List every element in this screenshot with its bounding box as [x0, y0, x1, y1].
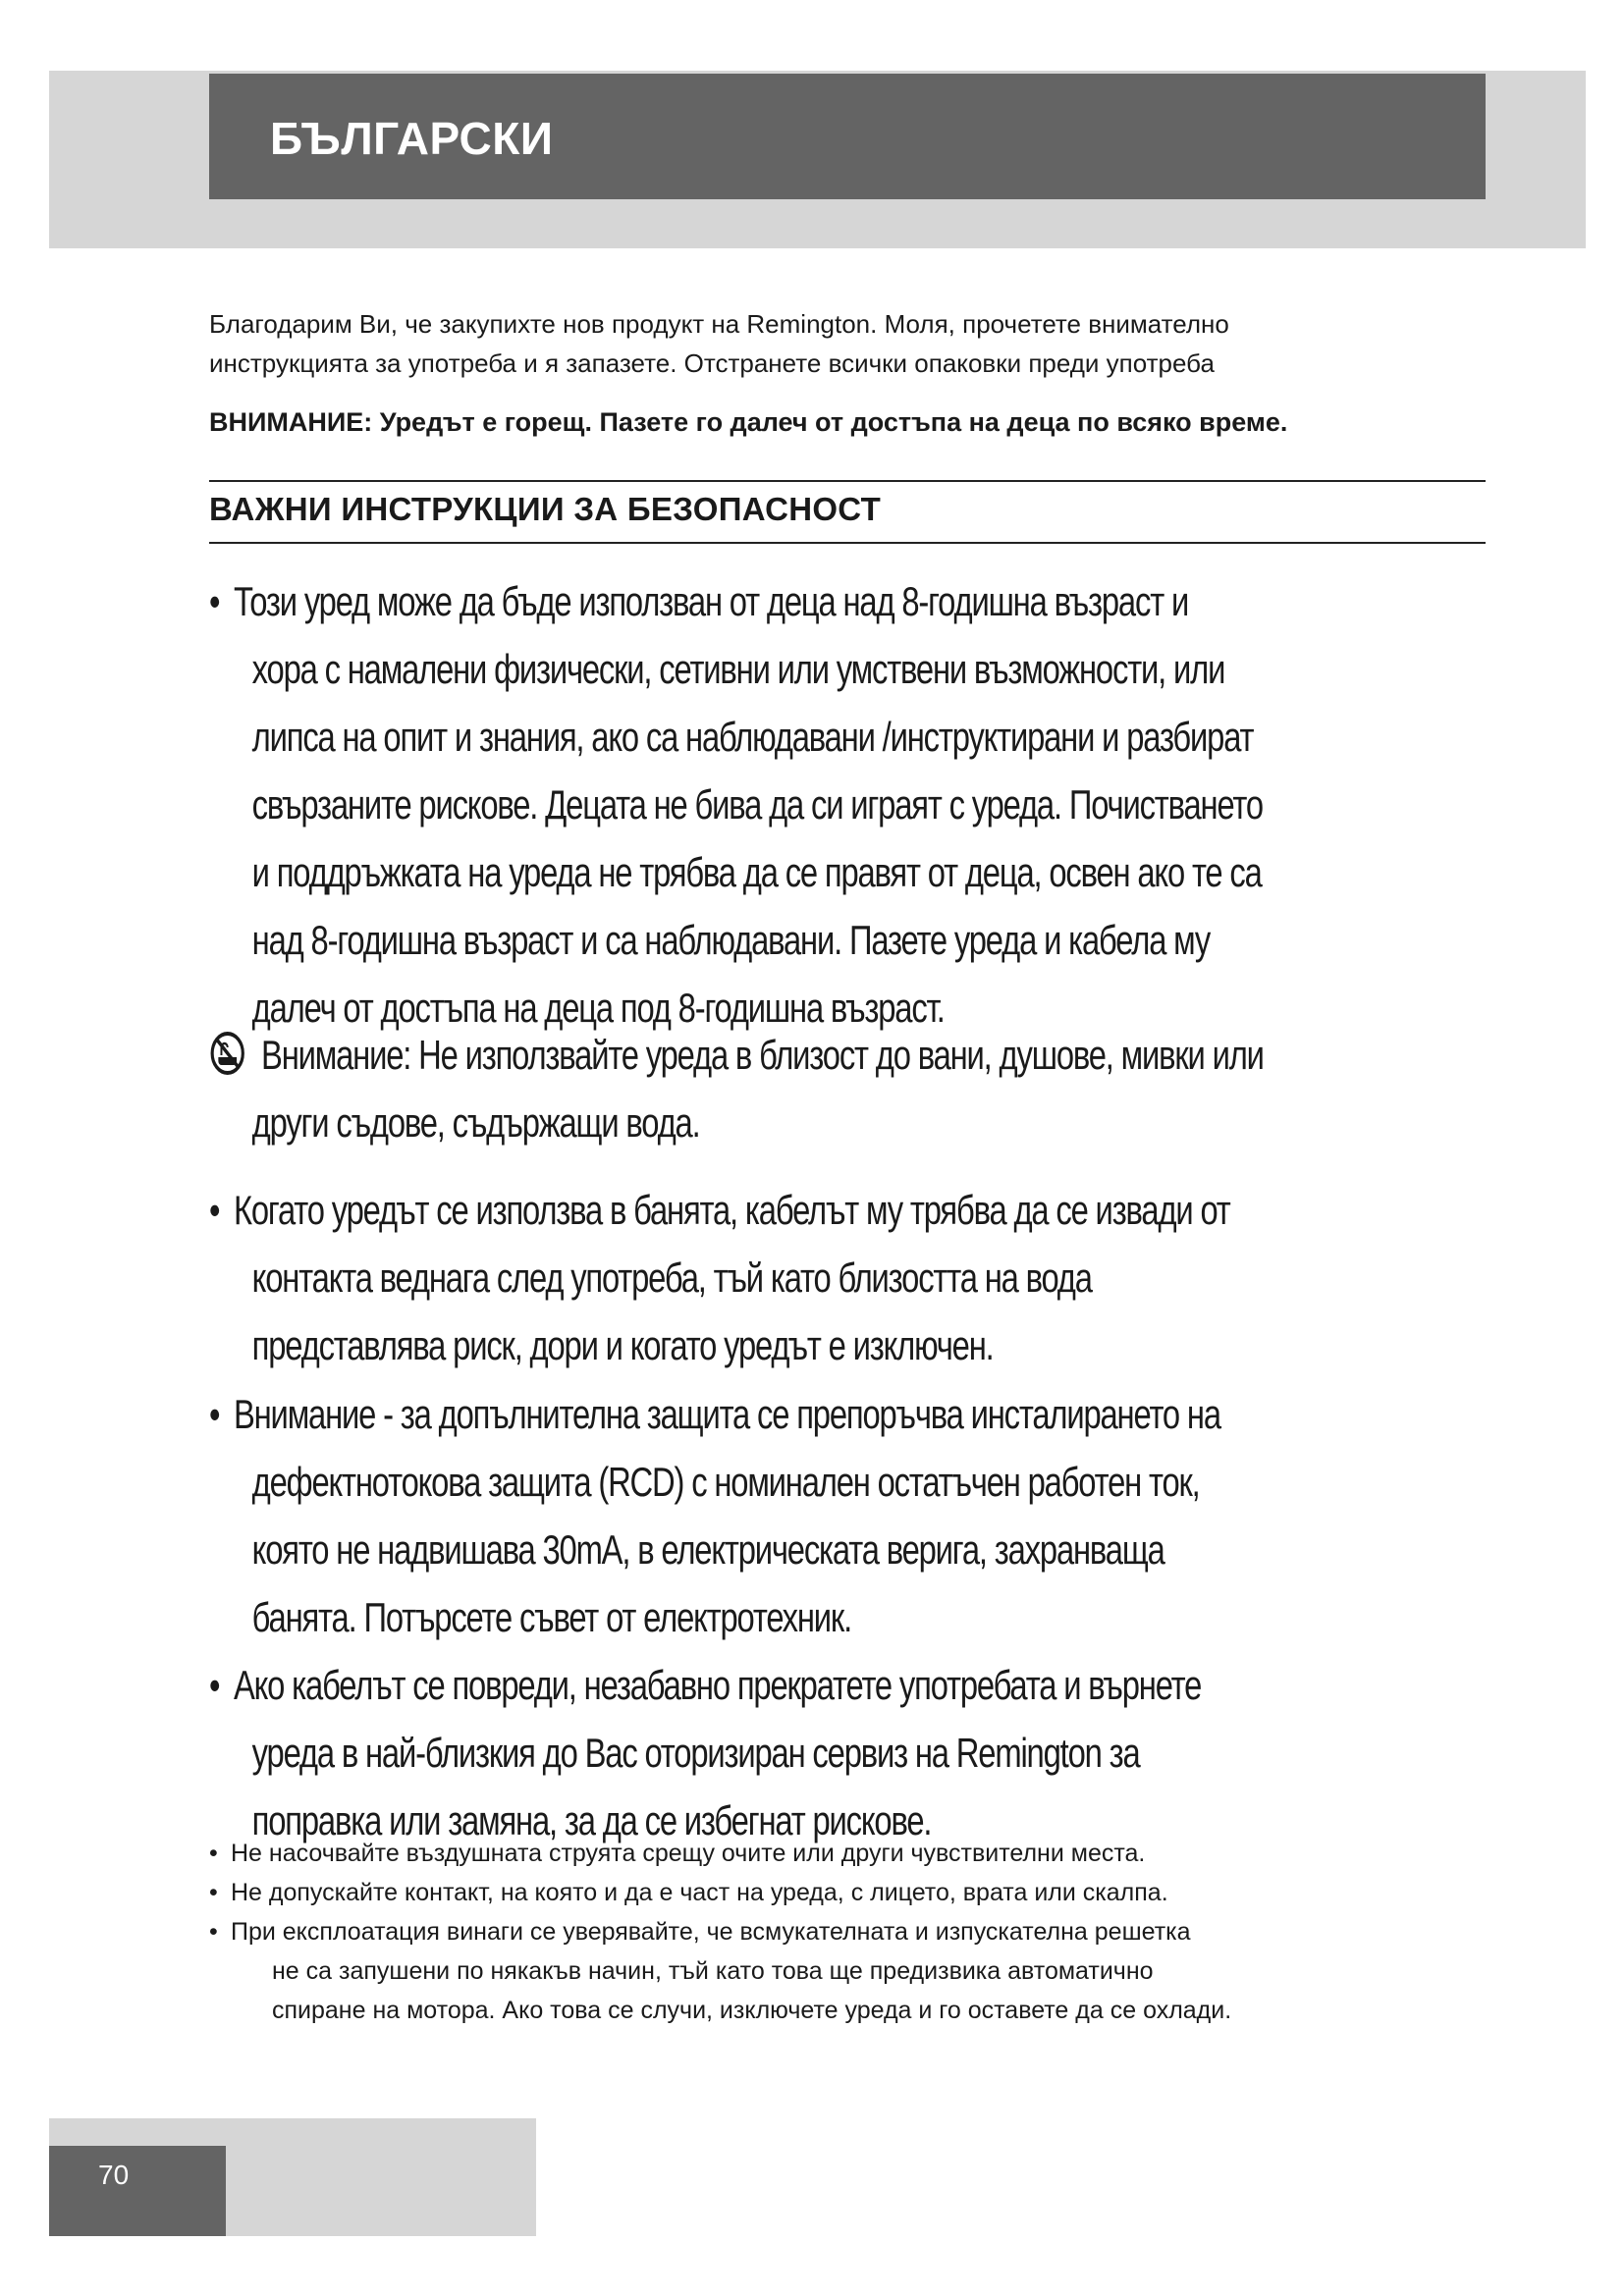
section-rule-top [209, 480, 1486, 482]
bullet: • [209, 1918, 218, 1946]
bullet: • [209, 578, 220, 624]
intro-line-1: Благодарим Ви, че закупихте нов продукт на Remington. Моля, прочетете внимателно [209, 309, 1229, 339]
instruction-line: контакта веднага след употреба, тъй като близостта на вода [251, 1255, 1092, 1301]
instruction-line: • Този уред може да бъде използван от деца над 8-годишна възраст и [209, 567, 1227, 635]
instruction-line: представлява риск, дори и когато уредът е изключен. [251, 1322, 994, 1368]
no-bath-icon [209, 1030, 245, 1077]
bullet: • [209, 1391, 220, 1437]
language-title: БЪЛГАРСКИ [270, 113, 554, 164]
page-number: 70 [98, 2160, 130, 2190]
bullet: • [209, 1840, 218, 1867]
small-item-3: • При експлоатация винаги се уверявайте, че всмукателната и изпускателна решетка [209, 1912, 1505, 1951]
instruction-line: други съдове, съдържащи вода. [251, 1099, 700, 1146]
section-rule-bottom [209, 542, 1486, 544]
instruction-line: дефектнотокова защита (RCD) с номинален остатъчен работен ток, [251, 1459, 1200, 1505]
intro-line-2: инструкцията за употреба и я запазете. Отстранете всички опаковки преди употреба [209, 348, 1215, 378]
instruction-line: уреда в най-близкия до Вас оторизиран сервиз на Remington за [251, 1730, 1140, 1776]
intro-paragraph [209, 304, 1486, 383]
instruction-line: • Когато уредът се използва в банята, кабелът му трябва да се извади от [209, 1176, 1227, 1244]
instruction-line: и поддръжката на уреда не трябва да се правят от деца, освен ако те са [251, 849, 1262, 895]
bullet: • [209, 1187, 220, 1233]
instruction-line: • Внимание - за допълнителна защита се препоръчва инсталирането на [209, 1380, 1227, 1448]
instruction-line: над 8-годишна възраст и са наблюдавани. Пазете уреда и кабела му [251, 917, 1211, 963]
bullet: • [209, 1879, 218, 1906]
small-item-2: • Не допускайте контакт, на която и да е част на уреда, с лицето, врата или скалпа. [209, 1873, 1505, 1912]
small-instructions [209, 1834, 1505, 2030]
small-item-1: • Не насочвайте въздушната струята срещу очите или други чувствителни места. [209, 1834, 1505, 1873]
instruction-line: хора с намалени физически, сетивни или умствени възможности, или [251, 646, 1225, 692]
instruction-item-4 [209, 1380, 1227, 1651]
instruction-item-5 [209, 1651, 1227, 1854]
page-number-box [49, 2146, 226, 2236]
instruction-line: • Ако кабелът се повреди, незабавно прекратете употребата и върнете [209, 1651, 1227, 1719]
hot-warning: ВНИМАНИЕ: Уредът е горещ. Пазете го далеч от достъпа на деца по всяко време. [209, 407, 1288, 437]
section-title: ВАЖНИ ИНСТРУКЦИИ ЗА БЕЗОПАСНОСТ [209, 491, 882, 527]
instruction-line: свързаните рискове. Децата не бива да си играят с уреда. Почистването [251, 781, 1263, 828]
instruction-item-2 [209, 1021, 1264, 1156]
small-item-3-line: не са запушени по някакъв начин, тъй като това ще предизвика автоматично [272, 1957, 1154, 1985]
instruction-line: Внимание: Не използвайте уреда в близост до вани, душове, мивки или [209, 1021, 1227, 1089]
instruction-line: далеч от достъпа на деца под 8-годишна възраст. [251, 985, 945, 1031]
instruction-line: банята. Потърсете съвет от електротехник. [251, 1594, 852, 1640]
instruction-line: поправка или замяна, за да се избегнат рискове. [251, 1797, 932, 1843]
instruction-line: която не надвишава 30mA, в електрическата верига, захранваща [251, 1526, 1164, 1573]
instruction-line: липса на опит и знания, ако са наблюдавани /инструктирани и разбират [251, 714, 1254, 760]
bullet: • [209, 1662, 220, 1708]
instruction-item-1 [209, 567, 1263, 1041]
instruction-item-3 [209, 1176, 1230, 1379]
small-item-3-line: спиране на мотора. Ако това се случи, изключете уреда и го оставете да се охлади. [272, 1997, 1232, 2024]
